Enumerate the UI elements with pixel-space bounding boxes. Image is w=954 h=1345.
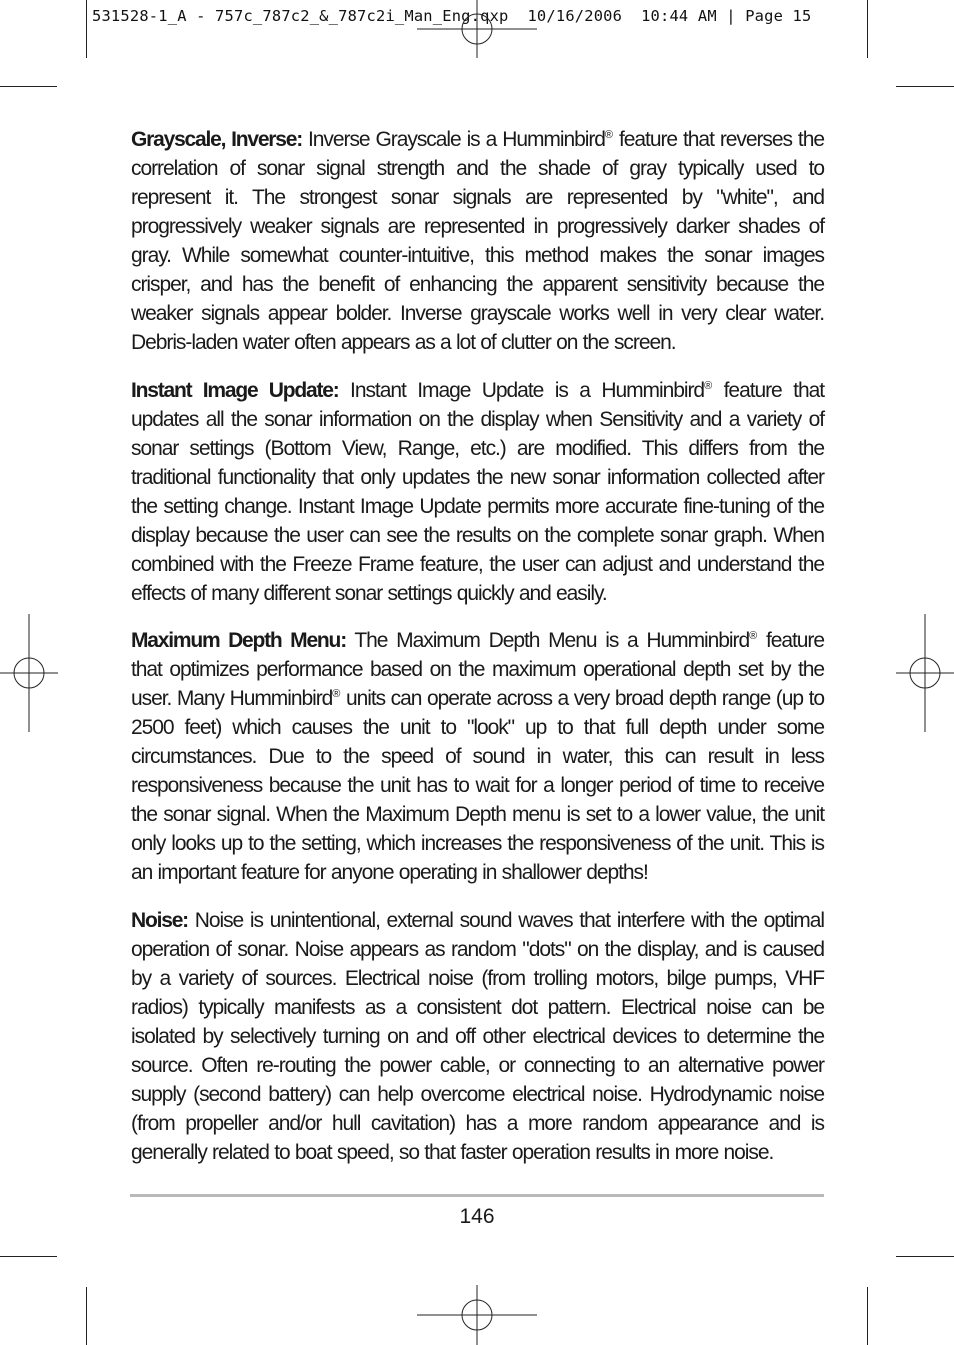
crop-mark — [0, 1256, 57, 1257]
crop-mark — [86, 1287, 87, 1345]
term-heading: Instant Image Update: — [131, 378, 339, 402]
term-heading: Maximum Depth Menu: — [131, 629, 346, 652]
registered-mark: ® — [332, 688, 341, 700]
paragraph-text: The Maximum Depth Menu is a Humminbird — [354, 629, 750, 652]
registration-mark-icon — [417, 0, 537, 58]
crop-mark — [86, 0, 87, 58]
registration-mark-icon — [0, 614, 58, 732]
registered-mark: ® — [704, 379, 713, 392]
crop-mark — [867, 0, 868, 58]
paragraph-noise — [131, 906, 824, 1167]
registration-mark-icon — [896, 614, 954, 732]
crop-mark — [896, 86, 954, 87]
paragraph-text: feature that optimizes performance based on the maximum operational depth set by the user. Many Humminbird — [131, 629, 825, 710]
body-text — [131, 125, 824, 1185]
slug-filename: 531528-1_A - 757c_787c2_&_787c2i_Man_Eng.qxp — [92, 7, 509, 25]
crop-mark — [867, 1287, 868, 1345]
footer-rule — [130, 1194, 824, 1197]
registered-mark: ® — [749, 630, 758, 642]
slug-page: Page 15 — [745, 7, 812, 25]
page-number: 146 — [459, 1205, 495, 1228]
crop-mark — [0, 86, 57, 87]
slug-date: 10/16/2006 — [527, 7, 623, 25]
crop-mark — [896, 1256, 954, 1257]
registered-mark: ® — [604, 129, 614, 141]
slug-separator: | — [726, 7, 736, 25]
paragraph-text: Noise is unintentional, external sound waves that interfere with the optimal operation of sonar. Noise appears as random "dots" on the display, and is caused by a variety of sources. Electrical noise (from trolling motors, bilge pumps, VHF radios) typically manifests as a consistent dot pattern. Electrical noise can be isolated by selectively turning on and off other electrical devices to determine the source. Often re-routing the power cable, or connecting to an alternative power supply (second battery) can help overcome electrical noise. Hydrodynamic noise (from propeller and/or hull cavitation) has a more random appearance and is generally related to boat speed, so that faster operation results in more noise. — [131, 908, 824, 1164]
term-heading: Noise: — [131, 908, 188, 932]
term-heading: Grayscale, Inverse: — [131, 128, 303, 151]
paragraph-text: Inverse Grayscale is a Humminbird — [308, 128, 605, 151]
paragraph-text: feature that updates all the sonar information on the display when Sensitivity and a variety of sonar settings (Bottom View, Range, etc.) are modified. This differs from the traditional functionality that only updates the new sonar information collected after the setting change. Instant Image Update permits more accurate fine-tuning of the display because the user can see the results on the complete sonar graph. When combined with the Freeze Frame feature, the user can adjust and understand the effects of many different sonar settings quickly and easily. — [131, 378, 824, 605]
slug-time: 10:44 AM — [641, 7, 717, 25]
paragraph-text: Instant Image Update is a Humminbird — [350, 378, 705, 402]
paragraph-text: units can operate across a very broad depth range (up to 2500 feet) which causes the unit to "look" up to that full depth under some circumstances. Due to the speed of sound in water, this can result in less responsiveness because the unit has to wait for a longer period of time to receive the sonar signal. When the Maximum Depth menu is set to a lower value, the unit only looks up to the setting, which increases the responsiveness of the unit. This is an important feature for anyone operating in shallower depths! — [131, 687, 824, 884]
paragraph-text: feature that reverses the correlation of sonar signal strength and the shade of gray typically used to represent it. The strongest sonar signals are represented by "white", and progressively weaker signals are represented in progressively darker shades of gray. While somewhat counter-intuitive, this method makes the sonar images crisper, and has the benefit of enhancing the apparent sensitivity because the weaker signals appear bolder. Inverse grayscale works well in very clear water. Debris-laden water often appears as a lot of clutter on the screen. — [131, 128, 824, 354]
registration-mark-icon — [417, 1285, 537, 1345]
paragraph-grayscale-inverse — [131, 125, 824, 357]
paragraph-instant-image-update — [131, 376, 824, 608]
paragraph-maximum-depth-menu — [131, 626, 824, 887]
